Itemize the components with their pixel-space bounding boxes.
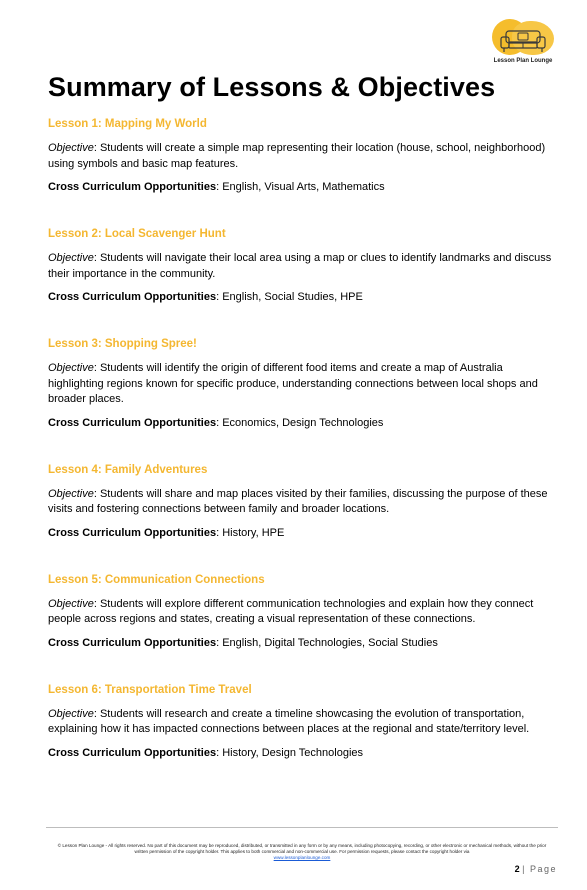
lesson-item — [48, 227, 558, 305]
cross-curriculum — [48, 290, 558, 305]
cross-curriculum-text: : English, Visual Arts, Mathematics — [216, 181, 385, 193]
lesson-item — [48, 683, 558, 761]
cross-curriculum-text: : English, Social Studies, HPE — [216, 291, 363, 303]
objective-text: : Students will research and create a timeline showcasing the evolution of transportation, explaining how it has impacted connections between places at the regional and state/territory level. — [48, 707, 530, 735]
objective-label: Objective — [48, 487, 94, 500]
cross-curriculum — [48, 416, 558, 431]
sofa-icon — [498, 25, 548, 55]
cross-curriculum — [48, 526, 558, 541]
cross-curriculum — [48, 746, 558, 761]
objective-text: : Students will create a simple map representing their location (house, school, neighborhood) using symbols and basic map features. — [48, 142, 546, 170]
lesson-objective — [48, 251, 558, 282]
lesson-objective — [48, 597, 558, 628]
lesson-objective — [48, 487, 558, 518]
lesson-objective — [48, 361, 558, 408]
objective-text: : Students will identify the origin of different food items and create a map of Australia highlighting regions known for specific produce, understanding connections between local shops and broader places. — [48, 362, 538, 405]
lesson-title: Lesson 1: Mapping My World — [48, 118, 207, 130]
cross-curriculum-label: Cross Curriculum Opportunities — [48, 636, 217, 649]
objective-text: : Students will share and map places visited by their families, discussing the purpose of these visits and fostering connections between family and broader locations. — [48, 487, 548, 515]
lessons-list — [48, 117, 558, 761]
page-label: | Page — [522, 864, 557, 874]
page-number — [515, 864, 557, 874]
copyright-text: © Lesson Plan Lounge - All rights reserved. No part of this document may be reproduced, distributed, or transmitted in any form or by any means, including photocopying, recording, or other electronic or mechanical methods, without the prior written permission of the copyright holder. This applies to both commercial and non-commercial use. For permission requests, please contact the copyright holder via — [57, 843, 547, 855]
website-link[interactable]: www.lessonplanlounge.com — [273, 855, 331, 861]
cross-curriculum-label: Cross Curriculum Opportunities — [48, 416, 217, 429]
lesson-objective — [48, 707, 558, 738]
objective-label: Objective — [48, 252, 94, 264]
lesson-plan-lounge-logo — [488, 17, 558, 71]
objective-label: Objective — [48, 597, 94, 610]
lesson-title: Lesson 3: Shopping Spree! — [48, 338, 197, 350]
cross-curriculum — [48, 180, 558, 195]
objective-text: : Students will navigate their local area using a map or clues to identify landmarks and discuss their importance in the community. — [48, 252, 552, 280]
lesson-item — [48, 573, 558, 651]
cross-curriculum-label: Cross Curriculum Opportunities — [48, 526, 217, 539]
footer-copyright — [52, 843, 552, 862]
cross-curriculum-label: Cross Curriculum Opportunities — [48, 291, 217, 303]
lesson-item — [48, 337, 558, 431]
objective-label: Objective — [48, 362, 94, 374]
objective-text: : Students will explore different communication technologies and explain how they connect people across regions and states, creating a visual representation of these connections. — [48, 597, 534, 625]
lesson-title: Lesson 5: Communication Connections — [48, 573, 265, 586]
objective-label: Objective — [48, 142, 94, 154]
footer-divider — [46, 827, 558, 828]
lesson-title: Lesson 4: Family Adventures — [48, 463, 208, 476]
lesson-objective — [48, 141, 558, 172]
cross-curriculum-text: : English, Digital Technologies, Social Studies — [216, 636, 438, 649]
lesson-title: Lesson 6: Transportation Time Travel — [48, 683, 252, 696]
cross-curriculum-label: Cross Curriculum Opportunities — [48, 181, 217, 193]
logo-text: Lesson Plan Lounge — [493, 58, 553, 64]
lesson-item — [48, 117, 558, 195]
lesson-item — [48, 463, 558, 541]
cross-curriculum-text: : History, HPE — [216, 526, 285, 539]
page-title: Summary of Lessons & Objectives — [48, 72, 496, 102]
lesson-title: Lesson 2: Local Scavenger Hunt — [48, 228, 226, 240]
cross-curriculum-text: : Economics, Design Technologies — [216, 416, 384, 429]
cross-curriculum — [48, 636, 558, 651]
cross-curriculum-text: : History, Design Technologies — [216, 746, 364, 759]
objective-label: Objective — [48, 707, 94, 720]
cross-curriculum-label: Cross Curriculum Opportunities — [48, 746, 217, 759]
page-number-value: 2 — [514, 864, 520, 874]
